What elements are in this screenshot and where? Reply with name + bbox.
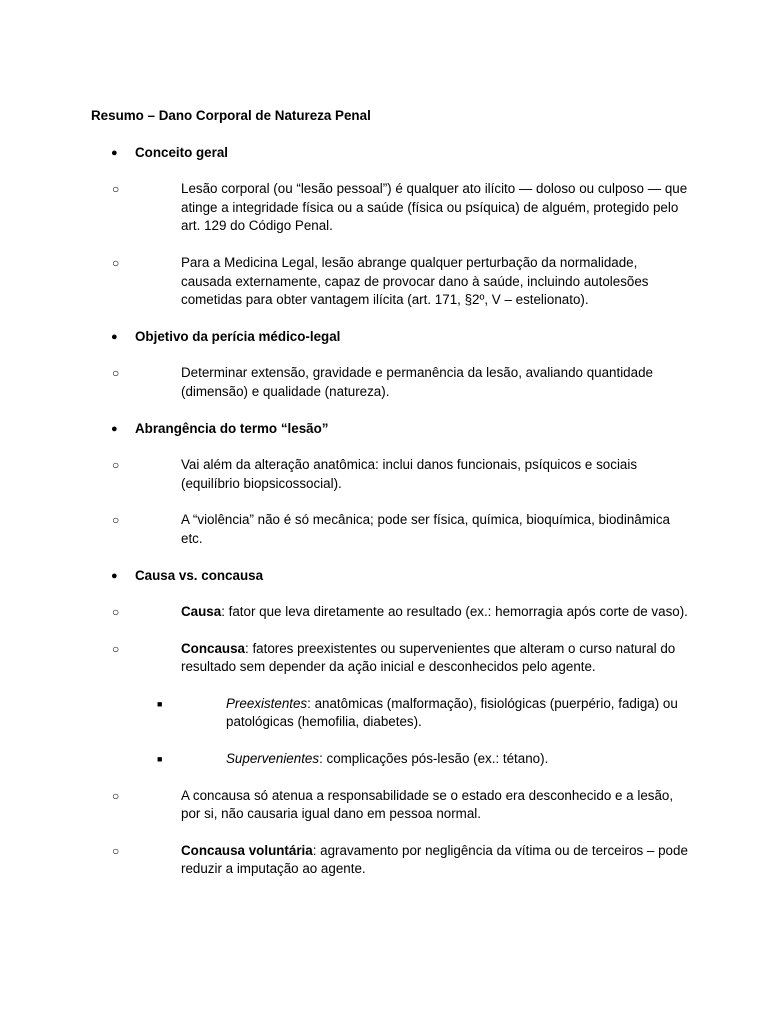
section-heading-text: Objetivo da perícia médico-legal [135, 328, 341, 344]
section-heading-text: Conceito geral [135, 144, 229, 160]
definition-concausa-voluntaria: : agravamento por negligência da vítima ou de terceiros – pode reduzir a imputação ao agente. [181, 842, 688, 877]
section-heading-text: Abrangência do termo “lesão” [135, 420, 329, 436]
list-item [112, 511, 691, 548]
list-item-text: A “violência” não é só mecânica; pode ser física, química, bioquímica, biodinâmica etc. [181, 512, 671, 546]
document-title: Resumo – Dano Corporal de Natureza Penal [91, 108, 371, 123]
section-abrangencia-lesao-items [91, 456, 691, 548]
list-item-text: Determinar extensão, gravidade e permanência da lesão, avaliando quantidade (dimensão) e qualidade (natureza). [181, 365, 653, 399]
section-heading [111, 420, 691, 439]
filled-square-bullet-icon: ■ [157, 698, 163, 709]
nested-list-item [157, 695, 691, 732]
section-heading-text: Causa vs. concausa [135, 567, 264, 583]
list-item [112, 254, 691, 310]
filled-circle-bullet-icon: ● [111, 422, 118, 435]
hollow-circle-bullet-icon: ○ [112, 458, 120, 473]
nested-list [135, 695, 691, 769]
hollow-circle-bullet-icon: ○ [112, 605, 120, 620]
list-item-text: Para a Medicina Legal, lesão abrange qualquer perturbação da normalidade, causada externamente, capaz de provocar dano à saúde, incluindo autolesões cometidas para obter vantagem ilícita (art. 171, §2º, V – estelionato). [181, 254, 649, 308]
list-item-text: Vai além da alteração anatômica: inclui danos funcionais, psíquicos e sociais (equilíbrio biopsicossocial). [181, 457, 638, 491]
list-item-text [181, 842, 691, 879]
section-conceito-geral [91, 144, 691, 163]
filled-square-bullet-icon: ■ [157, 754, 163, 765]
list-item-text [226, 695, 691, 732]
section-objetivo-pericia [91, 328, 691, 347]
list-item [112, 180, 691, 236]
hollow-circle-bullet-icon: ○ [112, 641, 120, 656]
filled-circle-bullet-icon: ● [111, 569, 118, 582]
section-heading [111, 567, 691, 586]
term-concausa-voluntaria: Concausa voluntária [181, 842, 313, 858]
nested-list-item [157, 750, 691, 769]
list-item-text [181, 603, 691, 622]
list-item [112, 640, 691, 677]
section-conceito-geral-items [91, 180, 691, 310]
section-heading [111, 328, 691, 347]
list-item [112, 364, 691, 401]
list-item [112, 456, 691, 493]
term-preexistentes: Preexistentes [226, 695, 308, 711]
section-heading [111, 144, 691, 163]
definition-concausa: : fatores preexistentes ou supervenientes que alteram o curso natural do resultado sem depender da ação inicial e desconhecidos pelo agente. [181, 640, 676, 675]
hollow-circle-bullet-icon: ○ [112, 255, 120, 270]
list-item [112, 603, 691, 622]
section-causa-concausa [91, 567, 691, 586]
hollow-circle-bullet-icon: ○ [112, 513, 120, 528]
list-item [112, 842, 691, 879]
list-item-text [181, 640, 691, 677]
hollow-circle-bullet-icon: ○ [112, 366, 120, 381]
section-objetivo-pericia-items [91, 364, 691, 401]
term-causa: Causa [181, 604, 222, 620]
section-causa-concausa-items [91, 603, 691, 879]
filled-circle-bullet-icon: ● [111, 146, 118, 159]
list-item-text: Lesão corporal (ou “lesão pessoal”) é qualquer ato ilícito — doloso ou culposo — que atinge a integridade física ou a saúde (física ou psíquica) de alguém, protegido pelo art. 129 do Código Penal. [181, 181, 688, 234]
term-concausa: Concausa [181, 640, 245, 656]
list-item-text [226, 750, 691, 769]
hollow-circle-bullet-icon: ○ [112, 788, 120, 803]
document-page [91, 107, 691, 879]
definition-preexistentes: : anatômicas (malformação), fisiológicas (puerpério, fadiga) ou patológicas (hemofilia, diabetes). [226, 695, 678, 730]
section-abrangencia-lesao [91, 420, 691, 439]
filled-circle-bullet-icon: ● [111, 330, 118, 343]
hollow-circle-bullet-icon: ○ [112, 843, 120, 858]
hollow-circle-bullet-icon: ○ [112, 182, 120, 197]
definition-supervenientes: : complicações pós-lesão (ex.: tétano). [319, 751, 549, 767]
list-item-text: A concausa só atenua a responsabilidade se o estado era desconhecido e a lesão, por si, não causaria igual dano em pessoa normal. [181, 787, 674, 822]
term-supervenientes: Supervenientes [226, 751, 320, 767]
list-item [112, 787, 691, 824]
definition-causa: : fator que leva diretamente ao resultado (ex.: hemorragia após corte de vaso). [221, 604, 688, 620]
